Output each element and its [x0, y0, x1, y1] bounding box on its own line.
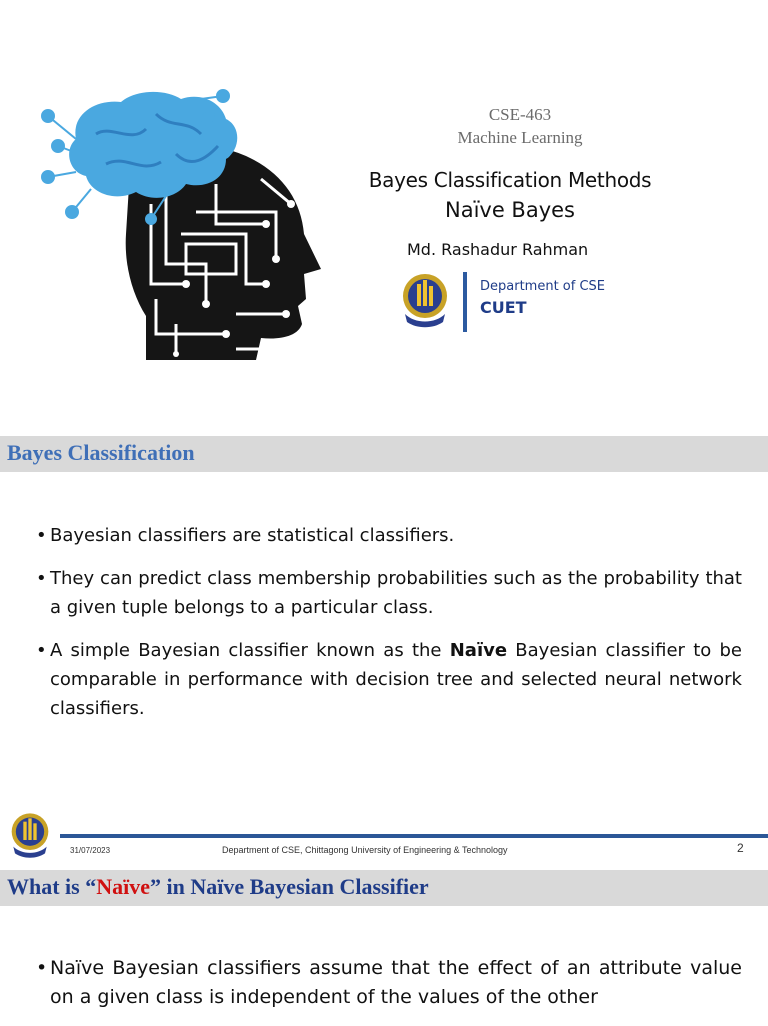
heading-text-part: What is “	[7, 874, 97, 899]
slide-subtitle: Naïve Bayes	[445, 198, 575, 222]
heading-highlight: Naïve	[96, 874, 151, 899]
circuit-head-brain-icon	[36, 84, 336, 360]
cuet-logo-icon	[8, 810, 52, 860]
heading-band	[0, 436, 768, 472]
bullet-item: • Bayesian classifiers are statistical classifiers.	[36, 521, 742, 550]
university-abbreviation: CUET	[480, 298, 527, 317]
author-name: Md. Rashadur Rahman	[407, 240, 589, 259]
bullet-text: A simple Bayesian classifier known as the	[50, 640, 450, 661]
course-code: CSE-463	[488, 105, 552, 124]
bullet-list	[36, 954, 742, 1026]
department-name: Department of CSE	[480, 279, 606, 294]
page-number: 2	[737, 841, 744, 855]
bullet-text: Bayesian classifier to be comparable in performance with decision tree and selected neural network classifiers.	[50, 640, 742, 719]
heading-band	[0, 870, 768, 906]
bullet-list	[36, 521, 742, 737]
footer-department: Department of CSE, Chittagong University of Engineering & Technology	[222, 845, 508, 855]
footer-date: 31/07/2023	[70, 846, 111, 855]
course-name: Machine Learning	[457, 128, 583, 147]
department-divider	[463, 272, 467, 332]
heading-text-part: ” in Naïve Bayesian Classifier	[150, 874, 429, 899]
cuet-logo-icon	[400, 270, 450, 330]
bullet-emphasis: Naïve	[449, 640, 508, 661]
bullet-item: • Naïve Bayesian classifiers assume that the effect of an attribute value on a given class is independent of the values of the other	[36, 954, 742, 1012]
slide-what-is-naive	[0, 870, 768, 1024]
slide-title: Bayes Classification Methods	[368, 168, 652, 192]
bullet-item	[36, 636, 742, 723]
slide-bayes-classification	[0, 400, 768, 870]
footer-rule	[60, 834, 768, 838]
slide-heading	[7, 874, 429, 900]
bullet-item: • They can predict class membership probabilities such as the probability that a given tuple belongs to a particular class.	[36, 564, 742, 622]
slide-heading: Bayes Classification	[7, 440, 195, 465]
title-slide	[0, 0, 768, 400]
